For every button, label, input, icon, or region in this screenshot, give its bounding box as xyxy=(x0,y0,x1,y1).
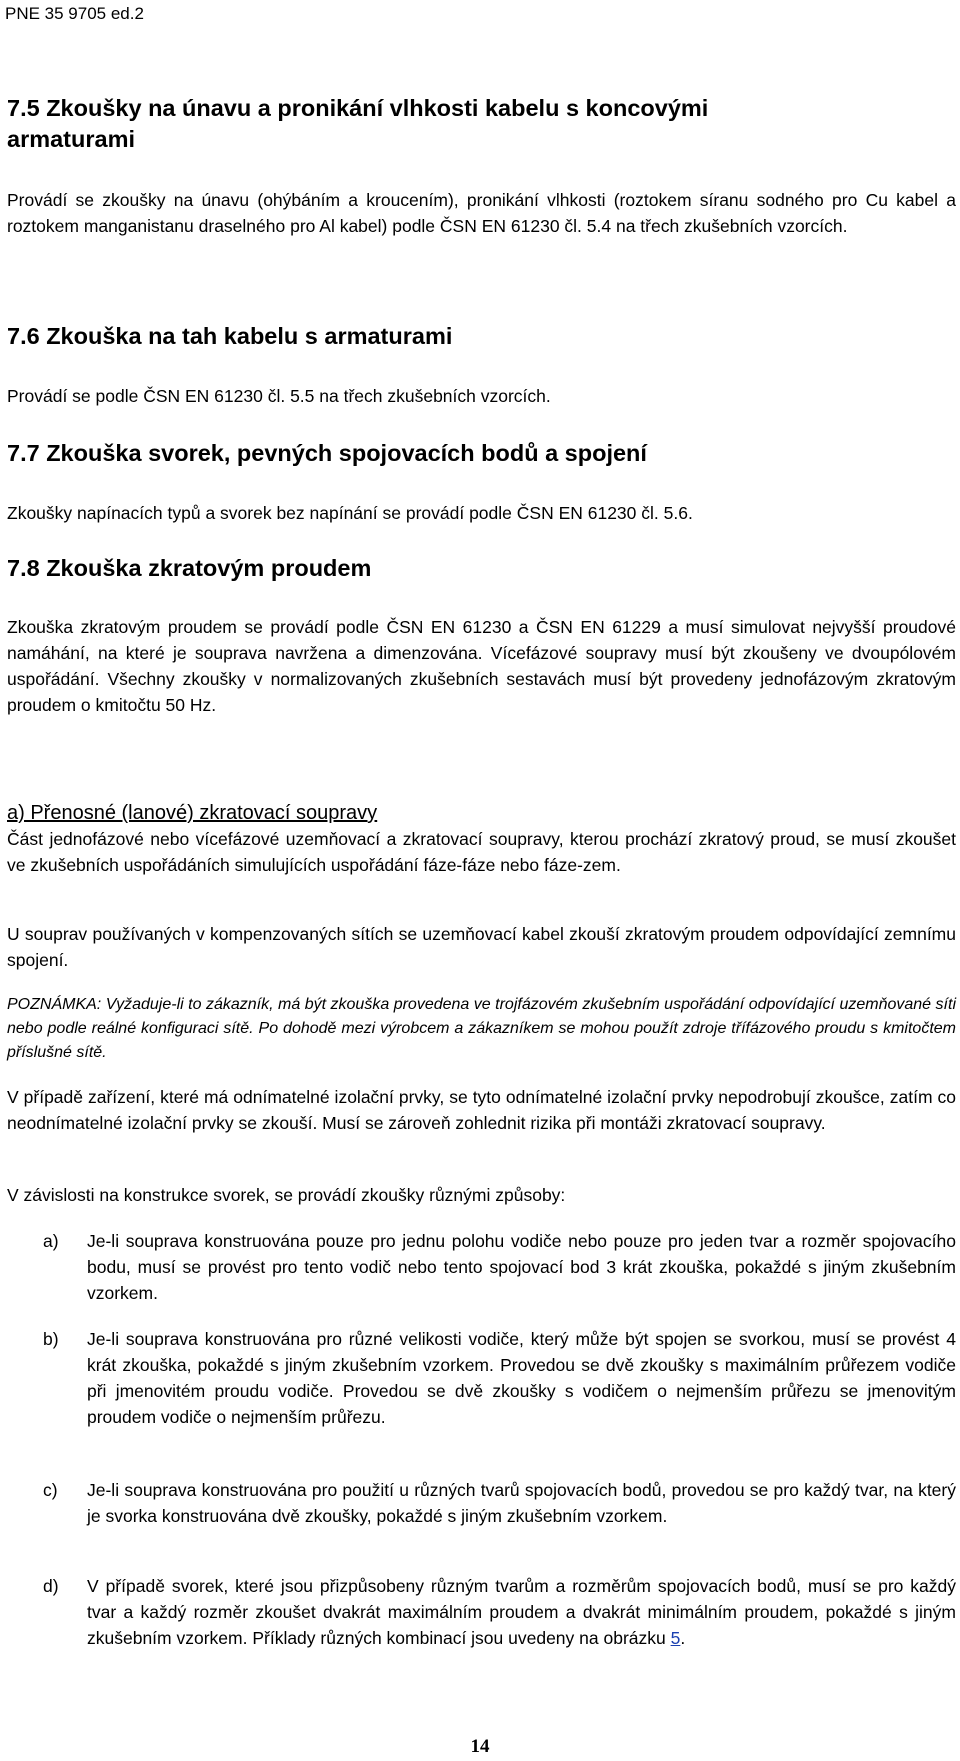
list-marker: c) xyxy=(43,1480,58,1500)
document-header-id: PNE 35 9705 ed.2 xyxy=(5,4,144,23)
list-marker: b) xyxy=(43,1329,59,1349)
figure-5-link[interactable]: 5 xyxy=(670,1628,681,1648)
page-number: 14 xyxy=(470,1736,490,1757)
list-text: Je-li souprava konstruována pouze pro jednu polohu vodiče nebo pouze pro jeden tvar a rozměr spojovacího bodu, musí se provést pro tento vodič nebo tento spojovací bod 3 krát zkouška, pokaždé s jiným zkušebním vzorkem. xyxy=(87,1231,956,1303)
section-7-5-body: Provádí se zkoušky na únavu (ohýbáním a kroucením), pronikání vlhkosti (roztokem síranu sodného pro Cu kabel a roztokem manganistanu draselného pro Al kabel) podle ČSN EN 61230 čl. 5.4 na třech zkušebních vzorcích. xyxy=(7,190,956,236)
section-7-5-title-line1: 7.5 Zkoušky na únavu a pronikání vlhkosti kabelu s koncovými xyxy=(7,95,709,121)
section-7-7-body: Zkoušky napínacích typů a svorek bez napínání se provádí podle ČSN EN 61230 čl. 5.6. xyxy=(7,503,693,523)
section-7-7-title: 7.7 Zkouška svorek, pevných spojovacích bodů a spojení xyxy=(7,440,647,466)
section-7-8-title: 7.8 Zkouška zkratovým proudem xyxy=(7,555,372,581)
list-marker: a) xyxy=(43,1231,59,1251)
section-7-5-title-line2: armaturami xyxy=(7,126,135,152)
section-7-6-body: Provádí se podle ČSN EN 61230 čl. 5.5 na třech zkušebních vzorcích. xyxy=(7,386,551,406)
note-paragraph: POZNÁMKA: Vyžaduje-li to zákazník, má být zkouška provedena ve trojfázovém zkušebním uspořádání odpovídající uzemňované síti nebo podle reálné konfiguraci sítě. Po dohodě mezi výrobcem a zákazníkem se mohou použít zdroje třífázového proudu s kmitočtem příslušné sítě. xyxy=(7,996,956,1061)
list-marker: d) xyxy=(43,1576,59,1596)
section-7-8-body: Zkouška zkratovým proudem se provádí podle ČSN EN 61230 a ČSN EN 61229 a musí simulovat nejvyšší proudové namáhání, na které je souprava navržena a dimenzována. Vícefázové soupravy musí být zkoušeny ve dvoupólovém uspořádání. Všechny zkoušky v normalizovaných zkušebních sestavách musí být provedeny jednofázovým zkratovým proudem o kmitočtu 50 Hz. xyxy=(7,617,956,715)
section-7-6-title: 7.6 Zkouška na tah kabelu s armaturami xyxy=(7,323,453,349)
subsection-a-para4: V závislosti na konstrukce svorek, se provádí zkoušky různými způsoby: xyxy=(7,1185,566,1205)
list-text: Je-li souprava konstruována pro různé velikosti vodiče, který může být spojen se svorkou, musí se provést 4 krát zkouška, pokaždé s jiným zkušebním vzorkem. Provedou se dvě zkoušky s maximálním průřezem vodiče při jmenovitém proudu vodiče. Provedou se dvě zkoušky s vodičem o nejmenším průřezu se jmenovitým proudem vodiče o nejmenším průřezu. xyxy=(87,1329,956,1427)
subsection-a-para1: Část jednofázové nebo vícefázové uzemňovací a zkratovací soupravy, kterou prochází zkratový proud, se musí zkoušet ve zkušebních uspořádáních simulujících uspořádání fáze-fáze nebo fáze-zem. xyxy=(7,829,956,875)
subsection-a-para2: U souprav používaných v kompenzovaných sítích se uzemňovací kabel zkouší zkratovým proudem odpovídající zemnímu spojení. xyxy=(7,924,956,970)
subsection-a-para3: V případě zařízení, které má odnímatelné izolační prvky, se tyto odnímatelné izolační prvky nepodrobují zkoušce, zatím co neodnímatelné izolační prvky se zkouší. Musí se zároveň zohlednit rizika při montáži zkratovací soupravy. xyxy=(7,1087,956,1133)
list-text-d xyxy=(87,1573,956,1651)
list-text-suffix: . xyxy=(680,1628,686,1648)
subsection-a-heading: a) Přenosné (lanové) zkratovací soupravy xyxy=(7,802,378,824)
list-text: Je-li souprava konstruována pro použití u různých tvarů spojovacích bodů, provedou se pro každý tvar, na který je svorka konstruována dvě zkoušky, pokaždé s jiným zkušebním vzorkem. xyxy=(87,1480,956,1526)
list-text: V případě svorek, které jsou přizpůsobeny různým tvarům a rozměrům spojovacích bodů, musí se pro každý tvar a každý rozměr zkoušet dvakrát maximálním proudem a dvakrát minimálním proudem, pokaždé s jiným zkušebním vzorkem. Příklady různých kombinací jsou uvedeny na obrázku xyxy=(87,1576,956,1648)
